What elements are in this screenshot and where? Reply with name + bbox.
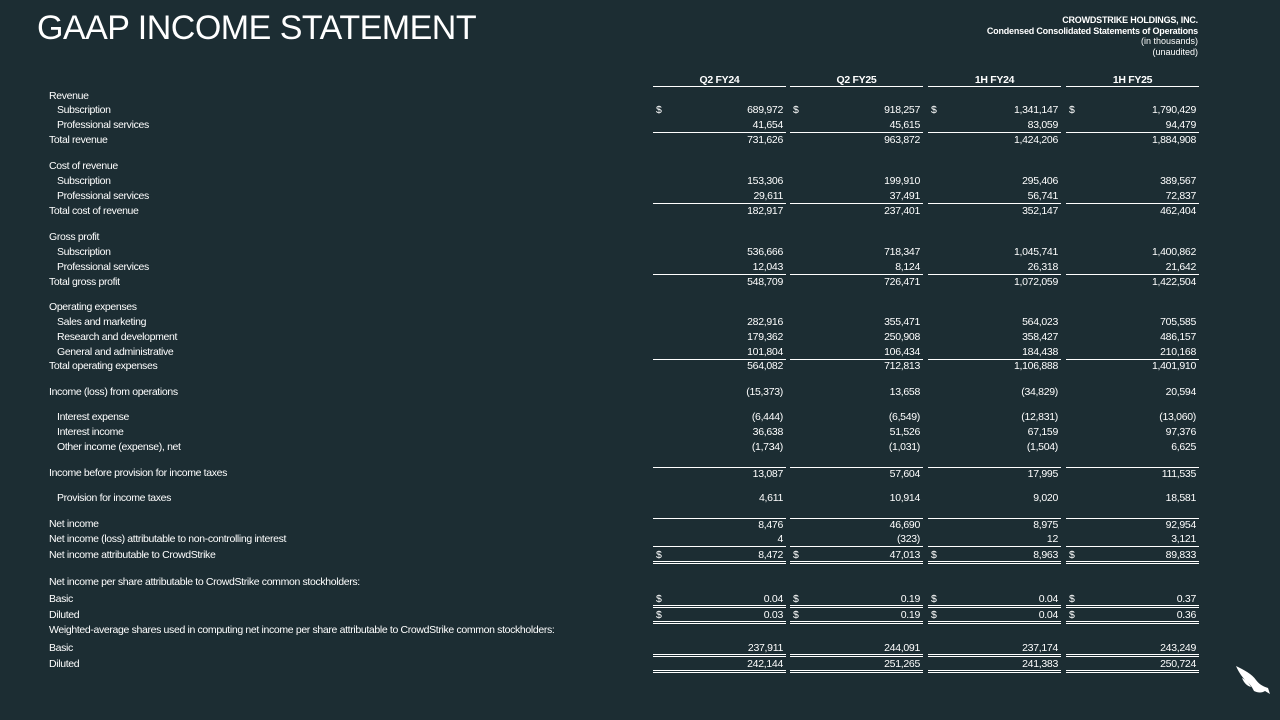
value-cell xyxy=(1066,360,1199,373)
value-cell xyxy=(1066,549,1199,564)
cell-value: 46,690 xyxy=(889,519,920,531)
section-heading-row xyxy=(0,160,1280,174)
column-header: 1H FY25 xyxy=(1066,74,1199,87)
value-cell xyxy=(653,549,786,564)
currency-symbol: $ xyxy=(931,549,937,561)
column-header: Q2 FY25 xyxy=(790,74,923,87)
currency-symbol: $ xyxy=(931,609,937,621)
row-label: Income (loss) from operations xyxy=(49,386,178,398)
cell-value: 0.19 xyxy=(900,593,920,605)
value-cell xyxy=(928,386,1061,399)
row-label: Basic xyxy=(49,642,73,654)
cell-value: 243,249 xyxy=(1160,642,1196,654)
currency-symbol: $ xyxy=(656,104,662,116)
value-cell xyxy=(653,658,786,673)
cell-value: (1,031) xyxy=(888,441,920,453)
cell-value: 1,341,147 xyxy=(1013,104,1058,116)
column-header: 1H FY24 xyxy=(928,74,1061,87)
value-cell xyxy=(653,134,786,147)
value-cell xyxy=(790,346,923,360)
value-cell xyxy=(1066,411,1199,424)
table-row xyxy=(0,492,1280,506)
row-label: Total operating expenses xyxy=(49,360,158,372)
cell-value: 56,741 xyxy=(1027,190,1058,202)
currency-symbol: $ xyxy=(1069,593,1075,605)
value-cell xyxy=(928,134,1061,147)
cell-value: 8,124 xyxy=(895,261,920,273)
row-label: Sales and marketing xyxy=(57,316,147,328)
value-cell xyxy=(790,190,923,204)
row-label: Income before provision for income taxes xyxy=(49,467,228,479)
cell-value: 731,626 xyxy=(747,134,783,146)
value-cell xyxy=(653,360,786,373)
value-cell xyxy=(790,426,923,439)
value-cell xyxy=(928,331,1061,344)
value-cell xyxy=(790,134,923,147)
row-label: Diluted xyxy=(49,658,80,670)
table-row xyxy=(0,346,1280,360)
cell-value: 242,144 xyxy=(747,658,783,670)
cell-value: 0.04 xyxy=(763,593,783,605)
value-cell xyxy=(928,276,1061,289)
value-cell xyxy=(1066,331,1199,344)
table-row xyxy=(0,518,1280,532)
value-cell xyxy=(653,190,786,204)
value-cell xyxy=(653,346,786,360)
value-cell xyxy=(1066,518,1199,532)
table-row xyxy=(0,175,1280,189)
cell-value: 355,471 xyxy=(884,316,920,328)
value-cell xyxy=(653,386,786,399)
cell-value: 1,401,910 xyxy=(1151,360,1196,372)
currency-symbol: $ xyxy=(656,549,662,561)
cell-value: (34,829) xyxy=(1021,386,1058,398)
value-cell xyxy=(790,175,923,188)
row-label: Subscription xyxy=(57,175,111,187)
value-cell xyxy=(790,549,923,564)
table-row xyxy=(0,205,1280,219)
table-row xyxy=(0,411,1280,425)
value-cell xyxy=(928,360,1061,373)
value-cell xyxy=(653,518,786,532)
row-label: Subscription xyxy=(57,104,111,116)
cell-value: 153,306 xyxy=(747,175,783,187)
cell-value: 1,045,741 xyxy=(1013,246,1058,258)
table-row xyxy=(0,360,1280,374)
value-cell xyxy=(1066,593,1199,608)
value-cell xyxy=(790,411,923,424)
table-row xyxy=(0,658,1280,672)
cell-value: 250,908 xyxy=(884,331,920,343)
cell-value: 237,911 xyxy=(747,642,783,654)
cell-value: 6,625 xyxy=(1171,441,1196,453)
cell-value: 51,526 xyxy=(889,426,920,438)
currency-symbol: $ xyxy=(1069,549,1075,561)
cell-value: (13,060) xyxy=(1159,411,1196,423)
value-cell xyxy=(928,642,1061,657)
value-cell xyxy=(928,658,1061,673)
cell-value: 352,147 xyxy=(1022,205,1058,217)
value-cell xyxy=(1066,246,1199,259)
cell-value: 1,884,908 xyxy=(1151,134,1196,146)
value-cell xyxy=(790,276,923,289)
section-heading-row xyxy=(0,90,1280,104)
cell-value: 0.37 xyxy=(1176,593,1196,605)
section-heading-row xyxy=(0,576,1280,590)
row-label: Research and development xyxy=(57,331,178,343)
row-label: Subscription xyxy=(57,246,111,258)
table-row xyxy=(0,386,1280,400)
value-cell xyxy=(1066,533,1199,547)
currency-symbol: $ xyxy=(656,609,662,621)
cell-value: 486,157 xyxy=(1160,331,1196,343)
cell-value: 21,642 xyxy=(1165,261,1196,273)
value-cell xyxy=(653,104,786,117)
value-cell xyxy=(928,246,1061,259)
cell-value: 237,174 xyxy=(1022,642,1058,654)
value-cell xyxy=(1066,175,1199,188)
value-cell xyxy=(653,411,786,424)
value-cell xyxy=(928,492,1061,505)
row-label: Professional services xyxy=(57,261,149,273)
row-label: Total cost of revenue xyxy=(49,205,139,217)
value-cell xyxy=(928,593,1061,608)
cell-value: 111,535 xyxy=(1161,468,1196,480)
value-cell xyxy=(653,246,786,259)
cell-value: 244,091 xyxy=(884,642,920,654)
cell-value: 45,615 xyxy=(889,119,920,131)
value-cell xyxy=(928,441,1061,454)
row-label: Operating expenses xyxy=(49,301,137,313)
cell-value: 295,406 xyxy=(1022,175,1058,187)
cell-value: 10,914 xyxy=(889,492,920,504)
cell-value: 13,658 xyxy=(889,386,920,398)
value-cell xyxy=(1066,104,1199,117)
value-cell xyxy=(653,441,786,454)
cell-value: 282,916 xyxy=(747,316,783,328)
value-cell xyxy=(790,331,923,344)
value-cell xyxy=(1066,441,1199,454)
value-cell xyxy=(653,426,786,439)
cell-value: 9,020 xyxy=(1033,492,1058,504)
value-cell xyxy=(790,360,923,373)
cell-value: 1,422,504 xyxy=(1151,276,1196,288)
value-cell xyxy=(1066,276,1199,289)
cell-value: (12,831) xyxy=(1021,411,1058,423)
cell-value: 0.36 xyxy=(1176,609,1196,621)
value-cell xyxy=(790,261,923,275)
cell-value: 13,087 xyxy=(752,468,783,480)
table-row xyxy=(0,261,1280,275)
value-cell xyxy=(1066,609,1199,624)
cell-value: 0.19 xyxy=(900,609,920,621)
value-cell xyxy=(1066,119,1199,133)
currency-symbol: $ xyxy=(793,593,799,605)
value-cell xyxy=(1066,386,1199,399)
value-cell xyxy=(928,316,1061,329)
value-cell xyxy=(1066,261,1199,275)
cell-value: (6,549) xyxy=(888,411,920,423)
value-cell xyxy=(790,518,923,532)
value-cell xyxy=(653,642,786,657)
value-cell xyxy=(928,609,1061,624)
table-row xyxy=(0,609,1280,623)
value-cell xyxy=(653,205,786,218)
value-cell xyxy=(928,549,1061,564)
currency-symbol: $ xyxy=(656,593,662,605)
row-label: Interest income xyxy=(57,426,124,438)
value-cell xyxy=(928,533,1061,547)
cell-value: 548,709 xyxy=(747,276,783,288)
cell-value: 241,383 xyxy=(1022,658,1058,670)
value-cell xyxy=(1066,346,1199,360)
value-cell xyxy=(1066,467,1199,481)
cell-value: 184,438 xyxy=(1022,346,1058,358)
cell-value: (1,734) xyxy=(751,441,783,453)
cell-value: 251,265 xyxy=(884,658,920,670)
cell-value: 37,491 xyxy=(889,190,920,202)
row-label: Net income (loss) attributable to non-controlling interest xyxy=(49,533,287,545)
value-cell xyxy=(790,658,923,673)
audit-note: (unaudited) xyxy=(1152,46,1198,57)
row-label: Diluted xyxy=(49,609,80,621)
table-row xyxy=(0,119,1280,133)
column-header: Q2 FY24 xyxy=(653,74,786,87)
value-cell xyxy=(928,261,1061,275)
row-label: Professional services xyxy=(57,119,149,131)
row-label: Provision for income taxes xyxy=(57,492,172,504)
row-label: Total revenue xyxy=(49,134,108,146)
cell-value: 8,476 xyxy=(758,519,783,531)
cell-value: 1,424,206 xyxy=(1013,134,1058,146)
page-title: GAAP INCOME STATEMENT xyxy=(37,9,477,47)
value-cell xyxy=(653,533,786,547)
cell-value: 17,995 xyxy=(1027,468,1058,480)
row-label: Total gross profit xyxy=(49,276,120,288)
units-note: (in thousands) xyxy=(1140,36,1198,46)
table-row xyxy=(0,134,1280,148)
cell-value: 89,833 xyxy=(1165,549,1196,561)
value-cell xyxy=(653,316,786,329)
value-cell xyxy=(653,492,786,505)
falcon-logo-icon xyxy=(1234,664,1272,703)
row-label: Gross profit xyxy=(49,231,100,243)
cell-value: 237,401 xyxy=(884,205,920,217)
value-cell xyxy=(790,386,923,399)
cell-value: 564,023 xyxy=(1022,316,1058,328)
currency-symbol: $ xyxy=(793,609,799,621)
cell-value: 0.04 xyxy=(1038,593,1058,605)
row-label: Professional services xyxy=(57,190,149,202)
currency-symbol: $ xyxy=(931,593,937,605)
row-label: Other income (expense), net xyxy=(57,441,181,453)
cell-value: 8,975 xyxy=(1033,519,1058,531)
cell-value: 12,043 xyxy=(752,261,783,273)
cell-value: 564,082 xyxy=(747,360,783,372)
currency-symbol: $ xyxy=(793,104,799,116)
value-cell xyxy=(1066,134,1199,147)
value-cell xyxy=(790,205,923,218)
cell-value: (15,373) xyxy=(746,386,783,398)
value-cell xyxy=(790,316,923,329)
value-cell xyxy=(1066,642,1199,657)
table-row xyxy=(0,276,1280,290)
value-cell xyxy=(928,205,1061,218)
cell-value: 97,376 xyxy=(1165,426,1196,438)
row-label: Basic xyxy=(49,593,73,605)
row-label: General and administrative xyxy=(57,346,174,358)
cell-value: 1,106,888 xyxy=(1013,360,1058,372)
value-cell xyxy=(928,190,1061,204)
cell-value: 29,611 xyxy=(753,190,783,202)
value-cell xyxy=(790,104,923,117)
value-cell xyxy=(1066,658,1199,673)
value-cell xyxy=(928,426,1061,439)
cell-value: 1,790,429 xyxy=(1151,104,1196,116)
row-label: Net income per share attributable to CrowdStrike common stockholders: xyxy=(49,576,360,588)
cell-value: 963,872 xyxy=(884,134,920,146)
currency-symbol: $ xyxy=(1069,609,1075,621)
row-label: Revenue xyxy=(49,90,89,102)
table-row xyxy=(0,246,1280,260)
value-cell xyxy=(928,346,1061,360)
cell-value: 462,404 xyxy=(1160,205,1196,217)
cell-value: 20,594 xyxy=(1165,386,1196,398)
cell-value: 0.03 xyxy=(763,609,783,621)
value-cell xyxy=(928,411,1061,424)
value-cell xyxy=(790,593,923,608)
cell-value: 0.04 xyxy=(1038,609,1058,621)
row-label: Net income xyxy=(49,518,99,530)
cell-value: 26,318 xyxy=(1027,261,1058,273)
cell-value: 4 xyxy=(777,533,783,545)
value-cell xyxy=(1066,316,1199,329)
value-cell xyxy=(653,261,786,275)
table-row xyxy=(0,426,1280,440)
value-cell xyxy=(790,642,923,657)
cell-value: 72,837 xyxy=(1165,190,1196,202)
table-row xyxy=(0,190,1280,204)
table-row xyxy=(0,316,1280,330)
value-cell xyxy=(653,175,786,188)
cell-value: 4,611 xyxy=(759,492,783,504)
value-cell xyxy=(790,533,923,547)
table-row xyxy=(0,441,1280,455)
table-row xyxy=(0,467,1280,481)
currency-symbol: $ xyxy=(1069,104,1075,116)
table-row xyxy=(0,593,1280,607)
cell-value: 712,813 xyxy=(884,360,920,372)
cell-value: 57,604 xyxy=(889,468,920,480)
value-cell xyxy=(653,609,786,624)
row-label: Net income attributable to CrowdStrike xyxy=(49,549,216,561)
value-cell xyxy=(653,331,786,344)
cell-value: (6,444) xyxy=(751,411,783,423)
value-cell xyxy=(928,518,1061,532)
value-cell xyxy=(790,609,923,624)
value-cell xyxy=(928,119,1061,133)
cell-value: 718,347 xyxy=(884,246,920,258)
cell-value: 726,471 xyxy=(884,276,920,288)
cell-value: 1,072,059 xyxy=(1013,276,1058,288)
cell-value: (323) xyxy=(896,533,920,545)
value-cell xyxy=(790,467,923,481)
value-cell xyxy=(653,467,786,481)
table-row xyxy=(0,642,1280,656)
section-heading-row xyxy=(0,624,1280,638)
value-cell xyxy=(653,593,786,608)
cell-value: 199,910 xyxy=(884,175,920,187)
value-cell xyxy=(790,441,923,454)
cell-value: 36,638 xyxy=(752,426,783,438)
cell-value: 47,013 xyxy=(889,549,920,561)
cell-value: 18,581 xyxy=(1165,492,1196,504)
cell-value: 1,400,862 xyxy=(1151,246,1196,258)
cell-value: 101,804 xyxy=(747,346,783,358)
statement-name: Condensed Consolidated Statements of Operations xyxy=(986,25,1198,36)
value-cell xyxy=(928,175,1061,188)
currency-symbol: $ xyxy=(793,549,799,561)
company-header xyxy=(987,15,1198,57)
table-row xyxy=(0,331,1280,345)
cell-value: 8,963 xyxy=(1033,549,1058,561)
cell-value: 83,059 xyxy=(1027,119,1058,131)
cell-value: 536,666 xyxy=(747,246,783,258)
cell-value: 250,724 xyxy=(1160,658,1196,670)
table-row xyxy=(0,533,1280,547)
value-cell xyxy=(1066,426,1199,439)
row-label: Cost of revenue xyxy=(49,160,118,172)
cell-value: 358,427 xyxy=(1022,331,1058,343)
cell-value: 210,168 xyxy=(1160,346,1196,358)
section-heading-row xyxy=(0,231,1280,245)
cell-value: 67,159 xyxy=(1027,426,1058,438)
row-label: Weighted-average shares used in computing net income per share attributable to CrowdStrike common stockholders: xyxy=(49,624,555,636)
cell-value: (1,504) xyxy=(1026,441,1058,453)
value-cell xyxy=(653,276,786,289)
cell-value: 106,434 xyxy=(884,346,920,358)
cell-value: 94,479 xyxy=(1165,119,1196,131)
value-cell xyxy=(928,104,1061,117)
value-cell xyxy=(790,492,923,505)
value-cell xyxy=(1066,190,1199,204)
cell-value: 92,954 xyxy=(1165,519,1196,531)
value-cell xyxy=(653,119,786,133)
cell-value: 41,654 xyxy=(752,119,783,131)
table-row xyxy=(0,104,1280,118)
cell-value: 918,257 xyxy=(884,104,920,116)
cell-value: 8,472 xyxy=(758,549,783,561)
value-cell xyxy=(1066,205,1199,218)
cell-value: 389,567 xyxy=(1160,175,1196,187)
value-cell xyxy=(1066,492,1199,505)
cell-value: 689,972 xyxy=(747,104,783,116)
cell-value: 182,917 xyxy=(747,205,783,217)
table-row xyxy=(0,549,1280,563)
value-cell xyxy=(790,119,923,133)
company-name: CROWDSTRIKE HOLDINGS, INC. xyxy=(1062,15,1198,25)
value-cell xyxy=(928,467,1061,481)
cell-value: 3,121 xyxy=(1171,533,1196,545)
currency-symbol: $ xyxy=(931,104,937,116)
cell-value: 179,362 xyxy=(747,331,783,343)
cell-value: 12 xyxy=(1046,533,1058,545)
value-cell xyxy=(790,246,923,259)
section-heading-row xyxy=(0,301,1280,315)
cell-value: 705,585 xyxy=(1160,316,1196,328)
row-label: Interest expense xyxy=(57,411,130,423)
